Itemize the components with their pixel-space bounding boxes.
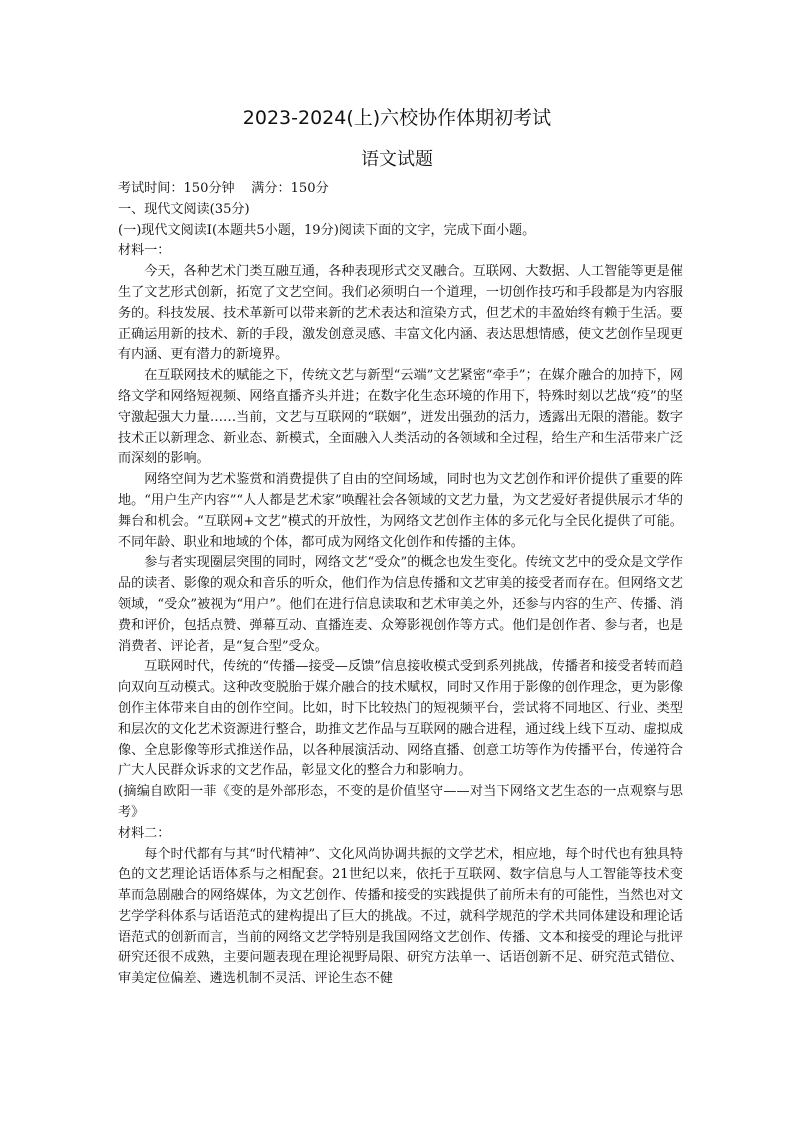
- exam-info: 考试时间：150分钟 满分：150分: [118, 181, 329, 196]
- question-intro: (一)现代文阅读I(本题共5小题，19分)阅读下面的文字，完成下面小题。: [118, 222, 536, 238]
- paragraph: 网络空间为艺术鉴赏和消费提供了自由的空间场域，同时也为文艺创作和评价提供了重要的阵地。“用户生产内容”“人人都是艺术家”唤醒社会各领域的文艺力量，为文艺爱好者提供展示才华的舞台和机会。“互联网+文艺”模式的开放性，为网络文艺创作主体的多元化与全民化提供了可能。不同年龄、职业和地域的个体，都可成为网络文化创作和传播的主体。: [118, 472, 683, 550]
- document-body: [118, 179, 683, 990]
- source-citation: (摘编自欧阳一菲《变的是外部形态，不变的是价值坚守——对当下网络文艺生态的一点观察与思考》: [118, 784, 683, 820]
- material-label: 材料一：: [118, 243, 171, 259]
- material-label: 材料二：: [118, 825, 171, 841]
- section-heading: 一、现代文阅读(35分): [118, 201, 250, 217]
- exam-title: 2023-2024(上)六校协作体期初考试: [242, 107, 552, 129]
- paragraph: 在互联网技术的赋能之下，传统文艺与新型“云端”文艺紧密“牵手”；在媒介融合的加持下，网络文学和网络短视频、网络直播齐头并进；在数字化生态环境的作用下，特殊时刻以艺战“疫”的坚守激起强大力量……当前，文艺与互联网的“联姻”，迸发出强劲的活力，透露出无限的潜能。数字技术正以新理念、新业态、新模式，全面融入人类活动的各领域和全过程，给生产和生活带来广泛而深刻的影响。: [118, 368, 683, 467]
- paragraph: 参与者实现圈层突围的同时，网络文艺“受众”的概念也发生变化。传统文艺中的受众是文学作品的读者、影像的观众和音乐的听众，他们作为信息传播和文艺审美的接受者而存在。但网络文艺领域，“受众”被视为“用户”。他们在进行信息读取和艺术审美之外，还参与内容的生产、传播、消费和评价，包括点赞、弹幕互动、直播连麦、众筹影视创作等方式。他们是创作者、参与者，也是消费者、评论者，是“复合型”受众。: [118, 555, 683, 654]
- paragraph: 今天，各种艺术门类互融互通，各种表现形式交叉融合。互联网、大数据、人工智能等更是催生了文艺形式创新，拓宽了文艺空间。我们必须明白一个道理，一切创作技巧和手段都是为内容服务的。科技发展、技术革新可以带来新的艺术表达和渲染方式，但艺术的丰盈始终有赖于生活。要正确运用新的技术、新的手段，激发创意灵感、丰富文化内涵、表达思想情感，使文艺创作呈现更有内涵、更有潜力的新境界。: [118, 264, 683, 363]
- exam-subtitle: 语文试题: [361, 149, 433, 170]
- paragraph: 互联网时代，传统的“传播—接受—反馈”信息接收模式受到系列挑战，传播者和接受者转而趋向双向互动模式。这种改变脱胎于媒介融合的技术赋权，同时又作用于影像的创作理念，更为影像创作主体带来自由的创作空间。比如，时下比较热门的短视频平台，尝试将不同地区、行业、类型和层次的文化艺术资源进行整合，助推文艺作品与互联网的融合进程，通过线上线下互动、虚拟成像、全息影像等形式推送作品，以各种展演活动、网络直播、创意工坊等作为传播平台，传递符合广大人民群众诉求的文艺作品，彰显文化的整合力和影响力。: [118, 659, 683, 779]
- paragraph: 每个时代都有与其“时代精神”、文化风尚协调共振的文学艺术，相应地，每个时代也有独具特色的文艺理论话语体系与之相配套。21世纪以来，依托于互联网、数字信息与人工智能等技术变革而急剧融合的网络媒体，为文艺创作、传播和接受的实践提供了前所未有的可能性，当然也对文艺学学科体系与话语范式的建构提出了巨大的挑战。不过，就科学规范的学术共同体建设和理论话语范式的创新而言，当前的网络文艺学特别是我国网络文艺创作、传播、文本和接受的理论与批评研究还很不成熟，主要问题表现在理论视野局限、研究方法单一、话语创新不足、研究范式错位、审美定位偏差、遴选机制不灵活、评论生态不健: [118, 846, 683, 987]
